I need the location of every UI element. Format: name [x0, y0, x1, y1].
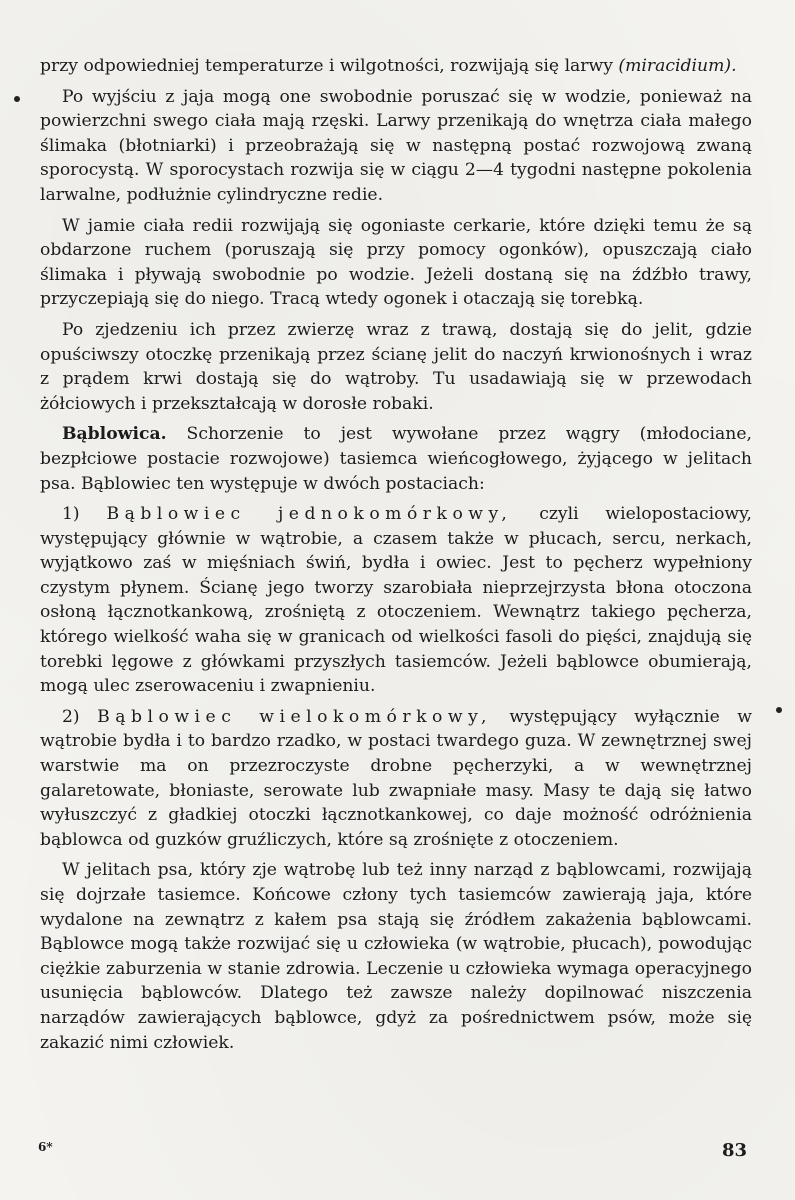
speck-mark: [14, 96, 20, 102]
page-number: 83: [721, 1140, 747, 1161]
paragraph-infection: [40, 318, 752, 416]
paragraph-text: Po wyjściu z jaja mogą one swobodnie poruszać się w wodzie, ponieważ na powierzchni swego ciała mają rzęski. Larwy przenikają do wnętrza ciała małego ślimaka (błotniarki) i przeobrażają się w następną postać rozwojową zwaną sporocystą. W sporocystach rozwija się w ciągu 2—4 tygodni następne pokolenia larwalne, podłużnie cylindryczne redie.: [40, 86, 752, 205]
speck-mark: [776, 707, 782, 713]
list-number: 2): [62, 706, 98, 727]
section-heading: Bąblowica.: [62, 424, 167, 445]
spaced-term: Bąblowiec wielokomórkowy,: [97, 706, 492, 727]
printer-signature-mark: 6*: [38, 1140, 53, 1154]
latin-term: (miracidium).: [618, 56, 737, 76]
paragraph-text: Po zjedzeniu ich przez zwierzę wraz z trawą, dostają się do jelit, gdzie opuściwszy otoczkę przenikają przez ścianę jelit do naczyń krwionośnych i wraz z prądem krwi dostają się do wątroby. Tu usadawiają się w przewodach żółciowych i przekształcają w dorosłe robaki.: [40, 319, 752, 414]
paragraph-text: przy odpowiedniej temperaturze i wilgotności, rozwijają się larwy: [40, 56, 619, 76]
paragraph-larvae: [40, 85, 752, 208]
paragraph-multilocular: [40, 705, 752, 853]
paragraph-text: występujący wyłącznie w wątrobie bydła i to bardzo rzadko, w postaci twardego guza. W zewnętrznej swej warstwie ma on przezroczyste drobne pęcherzyki, a w wewnętrznej galaretowate, błoniaste, serowate lub zwapniałe masy. Masy te dają się łatwo wyłuszczyć z gładkiej otoczki łącznotkankowej, co daje możność odróżnienia bąblowca od guzków gruźliczych, które są zrośnięte z otoczeniem.: [40, 706, 752, 850]
spaced-term: Bąblowiec jednokomórkowy,: [106, 504, 513, 525]
paragraph-continuation: [40, 54, 752, 79]
paragraph-text: czyli wielopostaciowy, występujący głównie w wątrobie, a czasem także w płucach, sercu, nerkach, wyjątkowo zaś w mięśniach świń, bydła i owiec. Jest to pęcherz wypełniony czystym płynem. Ścianę jego tworzy szarobiała nieprzejrzysta błona otoczona osłoną łącznotkankową, zrośniętą z otoczeniem. Wewnątrz takiego pęcherza, którego wielkość waha się w granicach od wielkości fasoli do pięści, znajdują się torebki lęgowe z główkami przyszłych tasiemców. Jeżeli bąblowce obumierają, mogą ulec zserowaceniu i zwapnieniu.: [40, 504, 753, 697]
page-body-text: [40, 54, 752, 1061]
paragraph-echinococcosis: [40, 422, 752, 496]
paragraph-unilocular: [40, 502, 752, 699]
paragraph-cercariae: [40, 214, 752, 312]
paragraph-text: W jamie ciała redii rozwijają się ogoniaste cerkarie, które dzięki temu że są obdarzone ruchem (poruszają się przy pomocy ogonków), opuszczają ciało ślimaka i pływają swobodnie po wodzie. Jeżeli dostaną się na źdźbło trawy, przyczepiają się do niego. Tracą wtedy ogonek i otaczają się torebką.: [40, 215, 752, 310]
paragraph-dog-intestine: [40, 858, 752, 1055]
paragraph-text: W jelitach psa, który zje wątrobę lub też inny narząd z bąblowcami, rozwijają się dojrzałe tasiemce. Końcowe człony tych tasiemców zawierają jaja, które wydalone na zewnątrz z kałem psa stają się źródłem zakażenia bąblowcami. Bąblowce mogą także rozwijać się u człowieka (w wątrobie, płucach), powodując ciężkie zaburzenia w stanie zdrowia. Leczenie u człowieka wymaga operacyjnego usunięcia bąblowców. Dlatego też zawsze należy dopilnować niszczenia narządów zawierających bąblowce, gdyż za pośrednictwem psów, może się zakazić nimi człowiek.: [40, 860, 752, 1053]
paragraph-text: Schorzenie to jest wywołane przez wągry (młodociane, bezpłciowe postacie rozwojowe) tasiemca wieńcogłowego, żyjącego w jelitach psa. Bąblowiec ten występuje w dwóch postaciach:: [40, 424, 752, 494]
list-number: 1): [62, 504, 107, 525]
